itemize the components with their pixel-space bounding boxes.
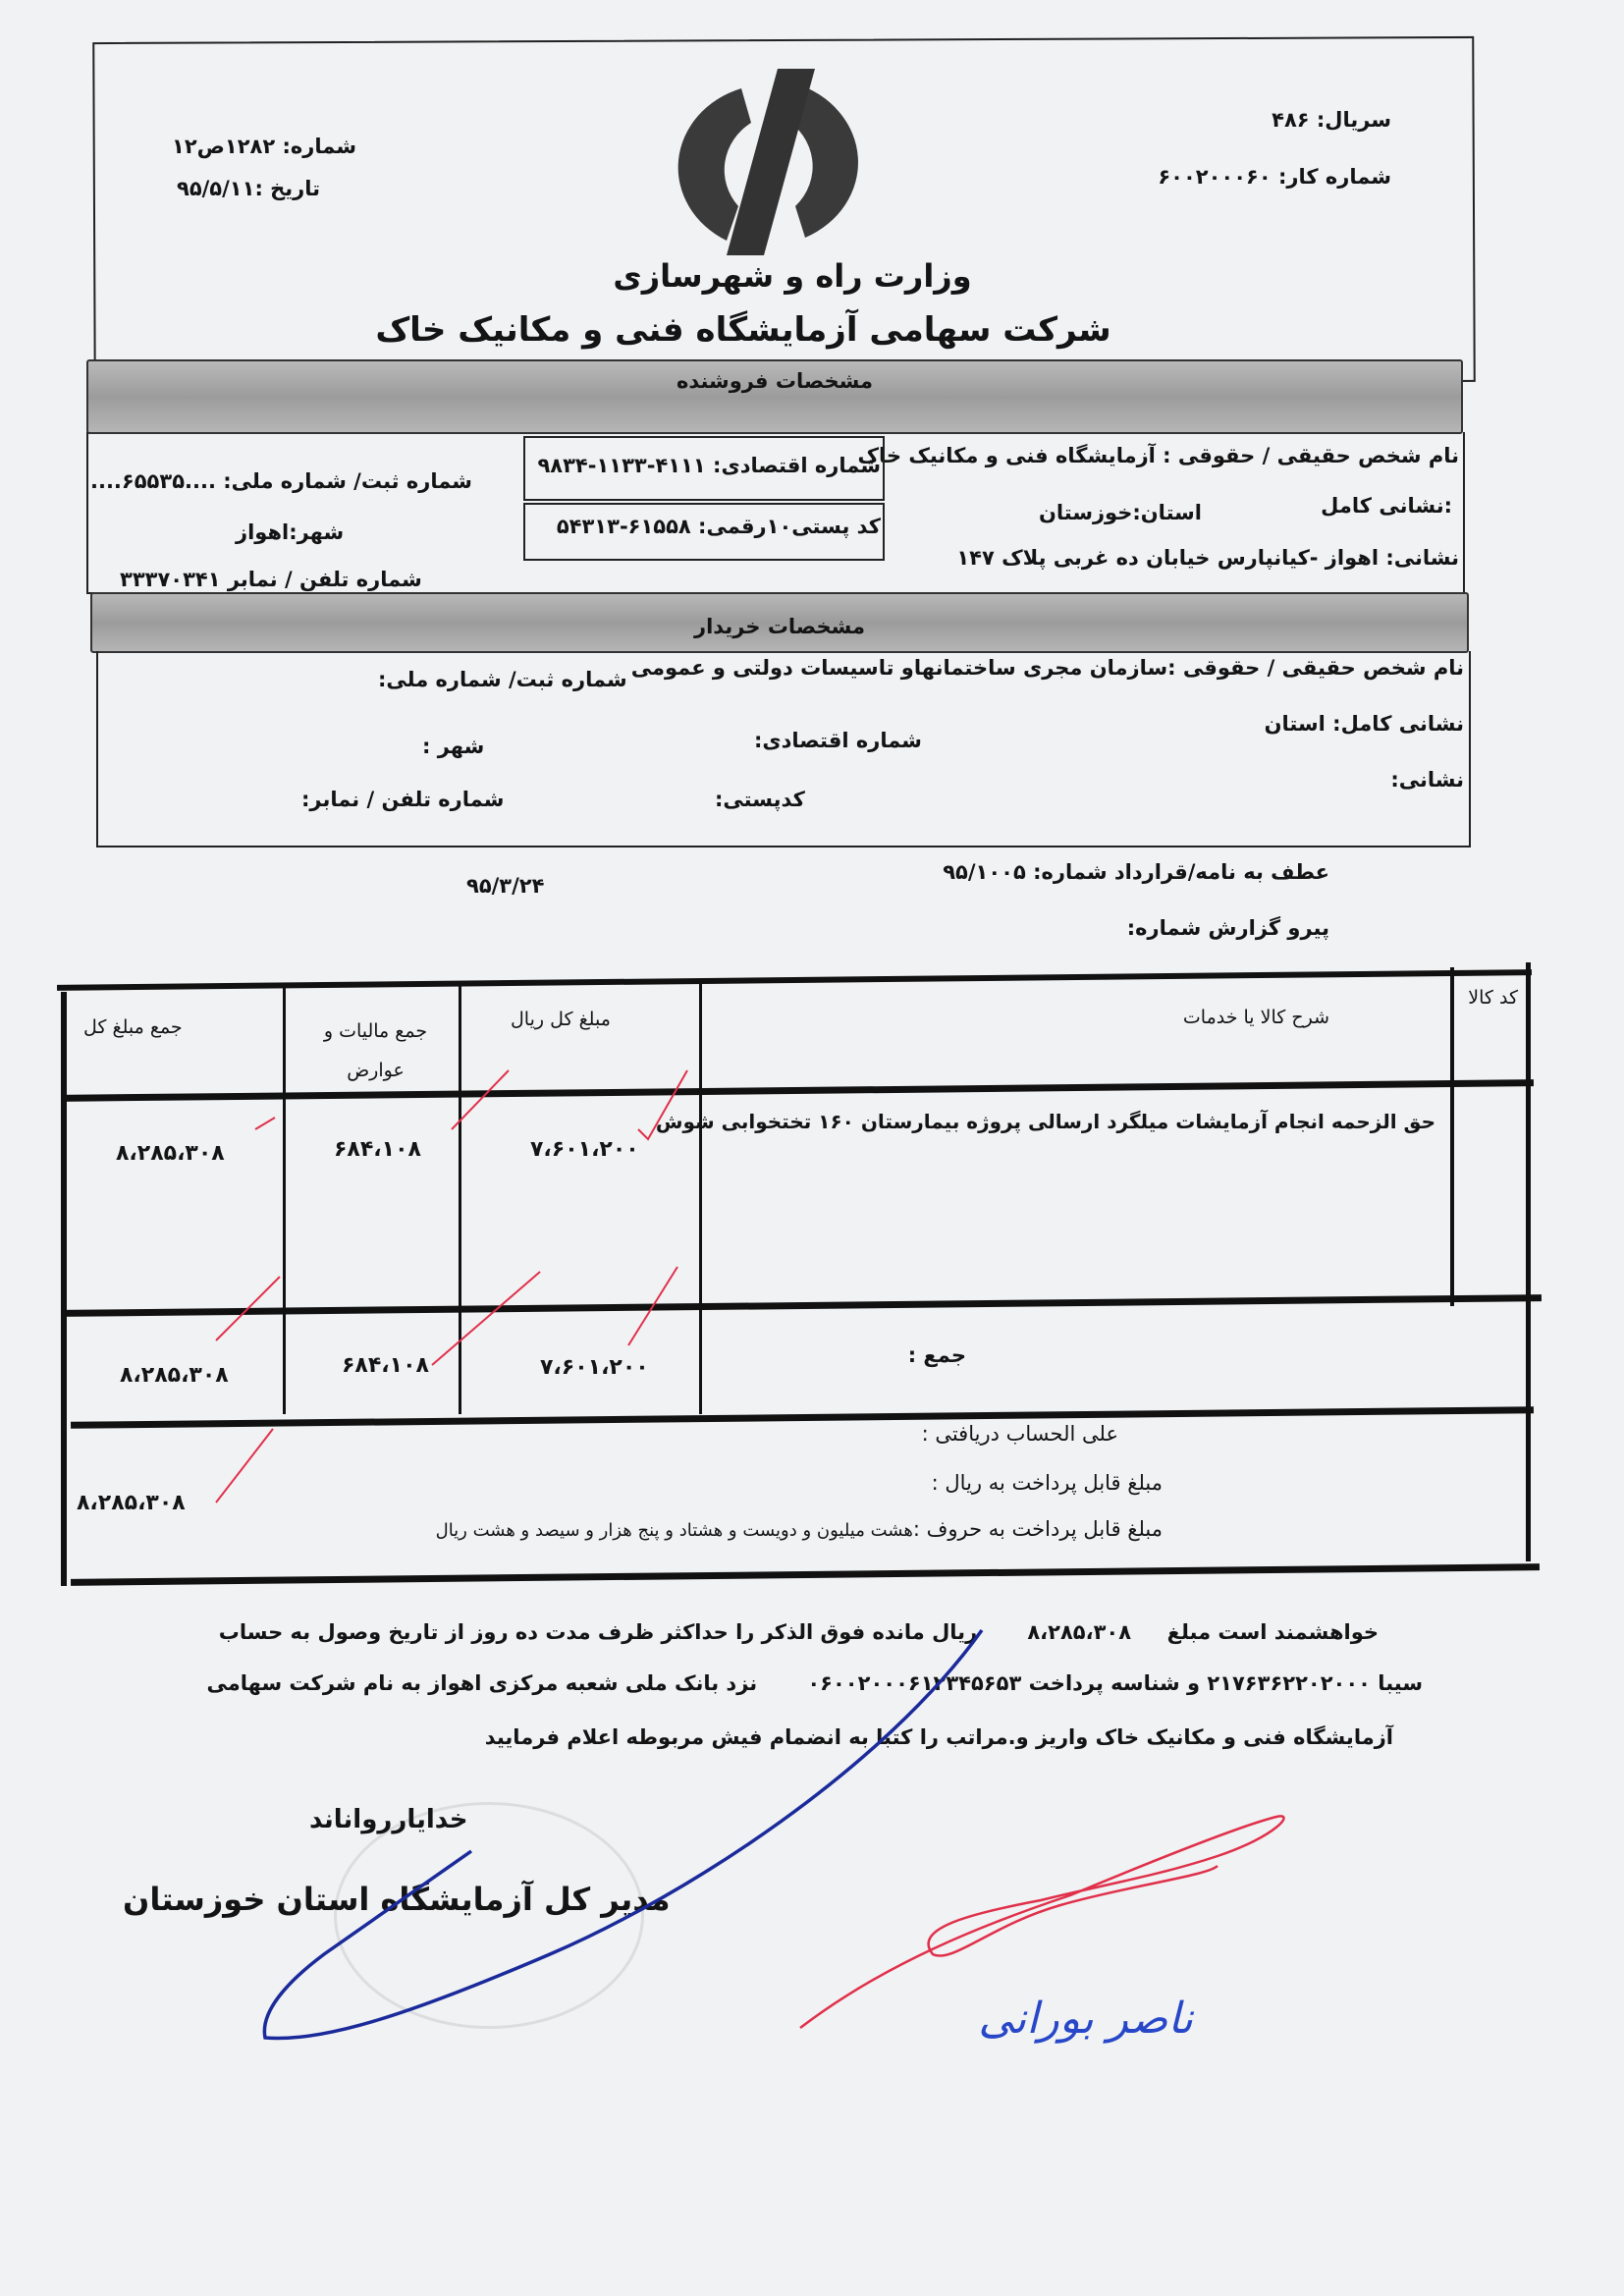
row-amount: ۷،۶۰۱،۲۰۰: [530, 1137, 639, 1162]
seller-section-title: مشخصات فروشنده: [676, 369, 874, 393]
closing-line-2b: نزد بانک ملی شعبه مرکزی اهواز به نام شرکت سهامی: [206, 1671, 758, 1695]
sum-total: ۸،۲۸۵،۳۰۸: [120, 1363, 229, 1388]
letter-date-label: تاریخ :: [254, 177, 321, 200]
closing-line-2: [206, 1671, 1423, 1695]
letter-date: [177, 177, 320, 200]
seller-postal-code: کد پستی۱۰رقمی: ۶۱۵۵۸-۵۴۳۱۳: [556, 515, 881, 538]
buyer-postal-code: کدپستی:: [715, 788, 805, 811]
seller-city: شهر:اهواز: [236, 520, 345, 544]
header-amount: مبلغ کل ریال: [511, 1009, 611, 1030]
buyer-address: نشانی:: [1390, 768, 1464, 792]
table-right-border: [1526, 962, 1531, 1561]
buyer-name: نام شخص حقیقی / حقوقی :سازمان مجری ساختمانهاو تاسیسات دولتی و عمومی: [630, 656, 1464, 680]
col-divider: [1450, 967, 1454, 1306]
seller-economic-no: شماره اقتصادی: ۴۱۱۱-۱۱۳۳-۹۸۳۴: [537, 454, 881, 477]
closing-line-1a: خواهشمند است مبلغ: [1166, 1620, 1379, 1644]
serial-value: ۴۸۶: [1272, 108, 1310, 132]
red-signature: [800, 1816, 1284, 2028]
sum-tax: ۶۸۴،۱۰۸: [342, 1353, 429, 1378]
buyer-full-address: نشانی کامل: استان: [1264, 712, 1464, 736]
table-bottom-border: [71, 1563, 1540, 1586]
row-tax: ۶۸۴،۱۰۸: [334, 1137, 421, 1162]
row-total: ۸،۲۸۵،۳۰۸: [116, 1141, 225, 1166]
closing-line-1: [219, 1620, 1379, 1644]
contract-date: ۹۵/۳/۲۴: [466, 874, 545, 898]
letter-number-label: شماره:: [282, 135, 356, 158]
closing-line-1b: ریال مانده فوق الذکر را حداکثر ظرف مدت ده روز از تاریخ وصول به حساب: [218, 1620, 978, 1644]
prepaid-label: علی الحساب دریافتی :: [921, 1422, 1118, 1446]
buyer-reg-no: شماره ثبت/ شماره ملی:: [378, 668, 627, 691]
words-label: مبلغ قابل پرداخت به حروف :: [912, 1517, 1163, 1541]
seller-name: نام شخص حقیقی / حقوقی : آزمایشگاه فنی و مکانیک خاک: [857, 444, 1459, 467]
farewell-text: خدایاررواناند: [309, 1805, 468, 1834]
payable-in-words: [436, 1517, 1163, 1541]
company-name: شرکت سهامی آزمایشگاه فنی و مکانیک خاک: [375, 310, 1111, 350]
closing-line-3: آزمایشگاه فنی و مکانیک خاک واریز و.مراتب را کتبا به انضمام فیش مربوطه اعلام فرمایید: [484, 1725, 1393, 1749]
handwritten-name: ناصر بورانی: [978, 1994, 1193, 2044]
seller-section-header: [86, 359, 1463, 434]
job-number: [1158, 165, 1391, 189]
seller-full-address: :نشانی کامل: [1321, 494, 1452, 518]
serial: [1272, 108, 1391, 132]
red-check-marks: [216, 1070, 687, 1503]
header-code: کد کالا: [1468, 987, 1518, 1009]
buyer-section-title: مشخصات خریدار: [694, 615, 865, 638]
col-divider: [459, 985, 461, 1414]
ministry-name: وزارت راه و شهرسازی: [613, 257, 972, 295]
sum-row-border: [71, 1406, 1534, 1429]
buyer-phone: شماره تلفن / نمابر:: [301, 788, 505, 811]
col-divider: [283, 987, 286, 1414]
buyer-city: شهر :: [422, 735, 485, 758]
contract-reference: عطف به نامه/قرارداد شماره: ۹۵/۱۰۰۵: [943, 860, 1329, 884]
serial-label: سریال:: [1316, 108, 1391, 132]
seller-province: استان:خوزستان: [1038, 501, 1202, 524]
table-left-border: [61, 992, 67, 1586]
seller-address: نشانی: اهواز -کیانپارس خیابان ده غربی پلاک ۱۴۷: [956, 546, 1459, 570]
payable-value: ۸،۲۸۵،۳۰۸: [77, 1491, 186, 1515]
col-divider: [699, 982, 702, 1414]
report-reference: پیرو گزارش شماره:: [1126, 916, 1329, 940]
letter-number: [172, 135, 356, 158]
row-description: حق الزحمه انجام آزمایشات میلگرد ارسالی پروژه بیمارستان ۱۶۰ تختخوابی شوش: [655, 1110, 1435, 1133]
table-top-border: [57, 969, 1532, 991]
header-total: جمع مبلغ کل: [83, 1016, 183, 1038]
header-row-border: [61, 1079, 1534, 1102]
letter-number-value: ۱۲۸۲ص۱۲: [172, 135, 276, 158]
ministry-logo-icon: [648, 69, 879, 255]
seller-phone: شماره تلفن / نمابر ۳۳۳۷۰۳۴۱: [120, 568, 422, 591]
job-number-label: شماره کار:: [1278, 165, 1391, 189]
header-tax: جمع مالیات و عوارض: [323, 1020, 428, 1081]
signatory-title: مدیر کل آزمایشگاه استان خوزستان: [123, 1881, 671, 1918]
closing-line-2a: سیبا ۲۱۷۶۳۶۲۲۰۲۰۰۰ و شناسه پرداخت ۰۶۰۰۲۰۰۰۶۱۲۳۴۵۶۵۳: [807, 1671, 1423, 1695]
seller-reg-no: شماره ثبت/ شماره ملی: ....۶۵۵۳۵....: [90, 469, 472, 493]
closing-amount: ۸،۲۸۵،۳۰۸: [1027, 1620, 1132, 1644]
header-description: شرح کالا یا خدمات: [1182, 1007, 1329, 1028]
payable-label: مبلغ قابل پرداخت به ریال :: [931, 1471, 1163, 1495]
letter-date-value: ۹۵/۵/۱۱: [177, 177, 255, 200]
words-value: هشت میلیون و دویست و هشتاد و پنج هزار و سیصد و هشت ریال: [435, 1520, 913, 1541]
job-number-value: ۶۰۰۲۰۰۰۶۰: [1158, 165, 1272, 189]
buyer-section-header: [90, 592, 1469, 653]
buyer-economic-no: شماره اقتصادی:: [754, 729, 922, 752]
sum-amount: ۷،۶۰۱،۲۰۰: [540, 1355, 649, 1380]
sum-label: جمع :: [907, 1343, 966, 1367]
